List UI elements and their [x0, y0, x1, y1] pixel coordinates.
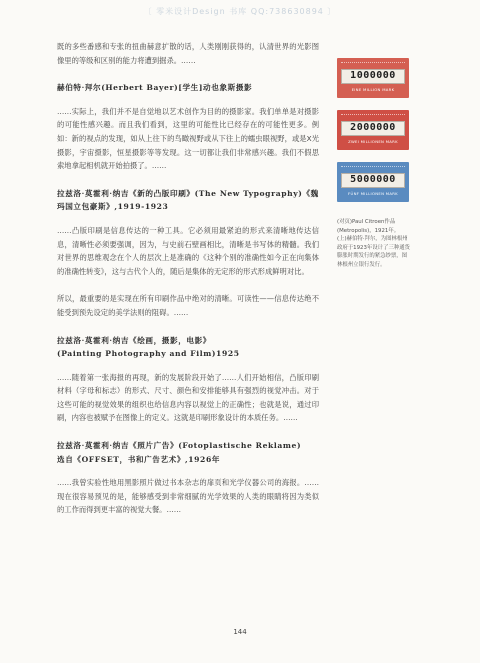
banknote-value: 5000000	[350, 174, 396, 185]
paragraph-5: ……随着第一张海报的再现，新的发展阶段开始了……人们开始相信，凸版印刷材料（字母和标志）的形式、尺寸、颜色和安排能够具有强烈的视觉冲击。对于这些可能的视觉效果的组织也给信息内容以视觉上的正确性；也就是说，通过印刷，内容也被赋予在图像上的定义。这就是印刷形象设计的本质任务。……	[57, 372, 319, 423]
heading-fotoplastische-reklame: 拉兹洛·莫霍利·纳吉《照片广告》(Fotoplastische Reklame)	[57, 441, 302, 451]
paragraph-1: 既的多些番感和专张的扭曲赫意扩散的话，人类刚刚获得的，认清世界的光影图像里的等级和区别的能力将遭到掘杀。……	[57, 42, 319, 65]
banknote-image	[337, 58, 409, 98]
paragraph-2: ……实际上，我们并不是自觉地以艺术创作为目的的摄影家。我们单单是对摄影的可能性感兴趣。而且我们看到，这里的可能性比已经存在的可能性更多。例如：新的视点的发现，如从上往下的鸟瞰视野或从下往上的蠕虫眼视野，或是X光摄影，宇宙摄影，恒星摄影等等发现。这一切都让我们非常感兴趣。我们不假思索地拿起相机就开始拍摄了。……	[57, 106, 319, 171]
figure-caption-text: (上)赫伯特·拜尔，为图林根州政府于1923年设计了三种通货膨胀时期发行的紧急纱票，图林根州立银行发行。	[337, 236, 411, 268]
banknote-label: ZWEI MILLIONEN MARK	[348, 139, 398, 144]
watermark: 〔 零米设计Design 书库 QQ:738630894 〕	[143, 7, 337, 16]
figure-caption-line: (对页)Paul Citroen作品	[337, 219, 396, 225]
banknote-value: 1000000	[350, 70, 396, 81]
banknote-value: 2000000	[350, 122, 396, 133]
heading-painting-photography-film-en: (Painting Photography and Film)1925	[57, 349, 240, 359]
paragraph-6: ……我曾实验性地用黑影照片做过书本杂志的扉页和光学仪器公司的海报。……现在很容易预见的是，能够感受到非常细腻的光学效果的人类的眼睛将因为类似的工作而得到更丰富的视觉大餐。……	[57, 478, 319, 515]
heading-bayer: 赫伯特·拜尔(Herbert Bayer)[学生]动也象斯摄影	[57, 83, 253, 93]
page-number: 144	[233, 628, 247, 636]
paragraph-4: 所以，最重要的是实现在所有印刷作品中绝对的清晰。可读性——信息传达绝不能受到预先设定的美学法则的阻碍。……	[57, 294, 319, 317]
figure-caption-line: (Metropolis)，1921年。	[337, 227, 400, 234]
banknote-image	[337, 110, 409, 150]
heading-new-typography: 拉兹洛·莫霍利·纳吉《新的凸版印刷》(The New Typography)《魏玛国立包豪斯》,1919-1923	[57, 188, 319, 212]
main-text-column	[57, 40, 319, 517]
banknote-label: EINE MILLION MARK	[351, 87, 395, 92]
sidebar-figures	[337, 58, 412, 270]
heading-painting-photography-film: 拉兹洛·莫霍利·纳吉《绘画，摄影，电影》	[57, 335, 211, 345]
heading-offset: 选自《OFFSET，书和广告艺术》,1926年	[57, 454, 221, 464]
banknote-label: FÜNF MILLIONEN MARK	[348, 191, 398, 196]
banknote-image	[337, 162, 409, 202]
paragraph-3: ……凸版印刷是信息传达的一种工具。它必须用最紧迫的形式来清晰地传达信息，清晰性必须要强调，因为，与史前石壁画相比，清晰是书写体的精髓。我们对世界的思维观念在个人的层次上是准确的《这种个别的准确性如今正在向集体的准确性转变》，这与古代个人的，随后是集体的无定形的形式形成鲜明对比。	[57, 225, 319, 276]
